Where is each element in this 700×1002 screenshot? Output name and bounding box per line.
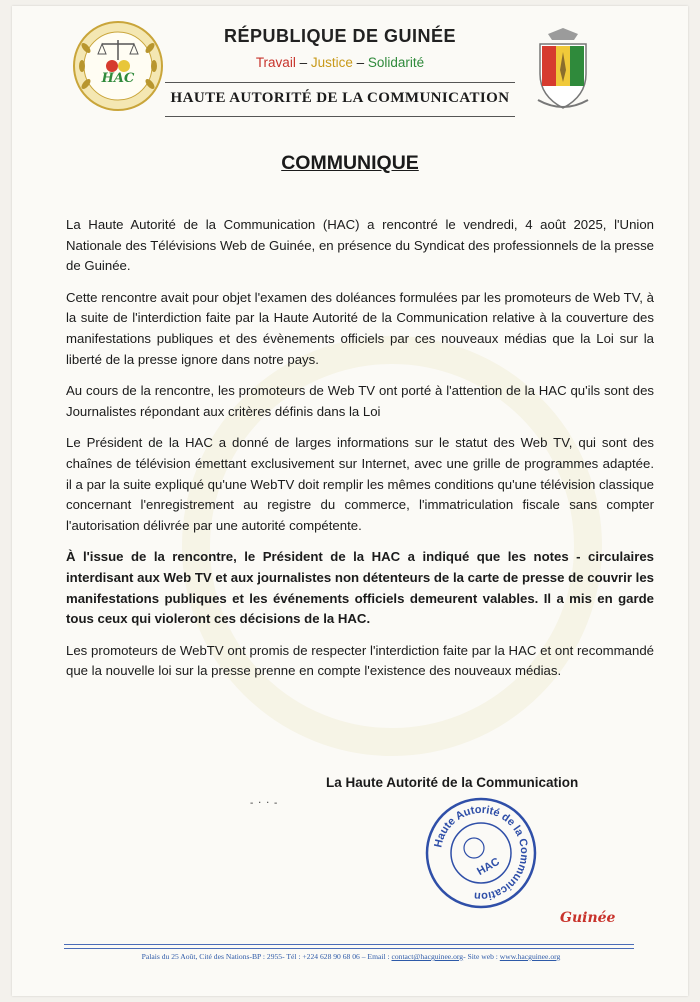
footer-divider <box>64 948 634 949</box>
official-stamp <box>424 796 538 910</box>
footer-address: Palais du 25 Août, Cité des Nations-BP : 2955- Tél : +224 628 90 68 06 – Email : <box>141 952 392 961</box>
paragraph: Au cours de la rencontre, les promoteurs de Web TV ont porté à l'attention de la HAC qu'ils sont des Journalistes répondant aux critères définis dans la Loi <box>66 383 654 419</box>
paragraph-emphasis: À l'issue de la rencontre, le Président de la HAC a indiqué que les notes - circulaires interdisant aux Web TV et aux journalistes non détenteurs de la carte de presse de couvrir les manifestations publiques et les événements officiels demeurent valables. Il a mis en garde tous ceux qui violeront ces décisions de la HAC. <box>66 549 654 627</box>
stamp-ring-text: Haute Autorité de la Communication <box>432 803 531 903</box>
republic-title: RÉPUBLIQUE DE GUINÉE <box>223 26 457 46</box>
paragraph: Le Président de la HAC a donné de larges informations sur le statut des Web TV, qui sont des chaînes de télévision émettant exclusivement sur Internet, avec une grille de programmes adaptée. il a par la suite expliqué qu'une WebTV doit remplir les mêmes conditions qu'une télévision classique concernant l'enregistrement au registre du commerce, l'immatriculation fiscale sans compter l'autorisation délivrée par une autorité compétente. <box>66 435 654 533</box>
footer-contact <box>66 952 636 961</box>
paragraph: Les promoteurs de WebTV ont promis de respecter l'interdiction faite par la HAC et ont recommandé que la nouvelle loi sur la presse prenne en compte l'existence des nouveaux médias. <box>66 642 654 679</box>
header-divider <box>165 116 515 117</box>
signature-dots: - ‧ ‧ - <box>250 798 279 809</box>
stamp-center-text: HAC <box>475 855 502 879</box>
authority-title: HAUTE AUTORITÉ DE LA COMMUNICATION <box>170 90 510 106</box>
header-divider <box>165 82 515 83</box>
motto-separator: – <box>352 55 368 70</box>
svg-text:Haute Autorité de la Communica <box>432 804 530 902</box>
hac-logo <box>72 20 164 112</box>
motto-travail: Travail <box>255 55 296 70</box>
motto-justice: Justice <box>310 55 353 70</box>
motto-solidarite: Solidarité <box>367 55 425 70</box>
footer-website-link[interactable]: www.hacguinee.org <box>499 952 561 961</box>
communique-body <box>66 215 654 693</box>
svg-text:HAC: HAC <box>101 71 135 86</box>
national-motto <box>170 55 510 70</box>
footer-divider <box>64 944 634 945</box>
document-title: COMMUNIQUE <box>281 152 419 174</box>
paragraph: Cette rencontre avait pour objet l'examen des doléances formulées par les promoteurs de Web TV, à la suite de l'interdiction faite par la Haute Autorité de la Communication relative à la couverture des manifestations publiques et des évènements officiels par ces nouveaux médias que la Loi sur la liberté de la presse ignore dans notre pays. <box>66 289 654 367</box>
signatory: La Haute Autorité de la Communication <box>326 775 579 790</box>
paragraph: La Haute Autorité de la Communication (HAC) a rencontré le vendredi, 4 août 2025, l'Union Nationale des Télévisions Web de Guinée, en présence du Syndicat des professionnels de la presse de Guinée. <box>66 217 654 274</box>
footer-email-link[interactable]: contact@hacguinee.org <box>391 952 464 961</box>
handwritten-signature: Guinée <box>560 910 616 926</box>
footer-site-label: - Site web : <box>463 952 500 961</box>
motto-separator: – <box>295 55 311 70</box>
guinea-coat-of-arms <box>530 26 596 112</box>
